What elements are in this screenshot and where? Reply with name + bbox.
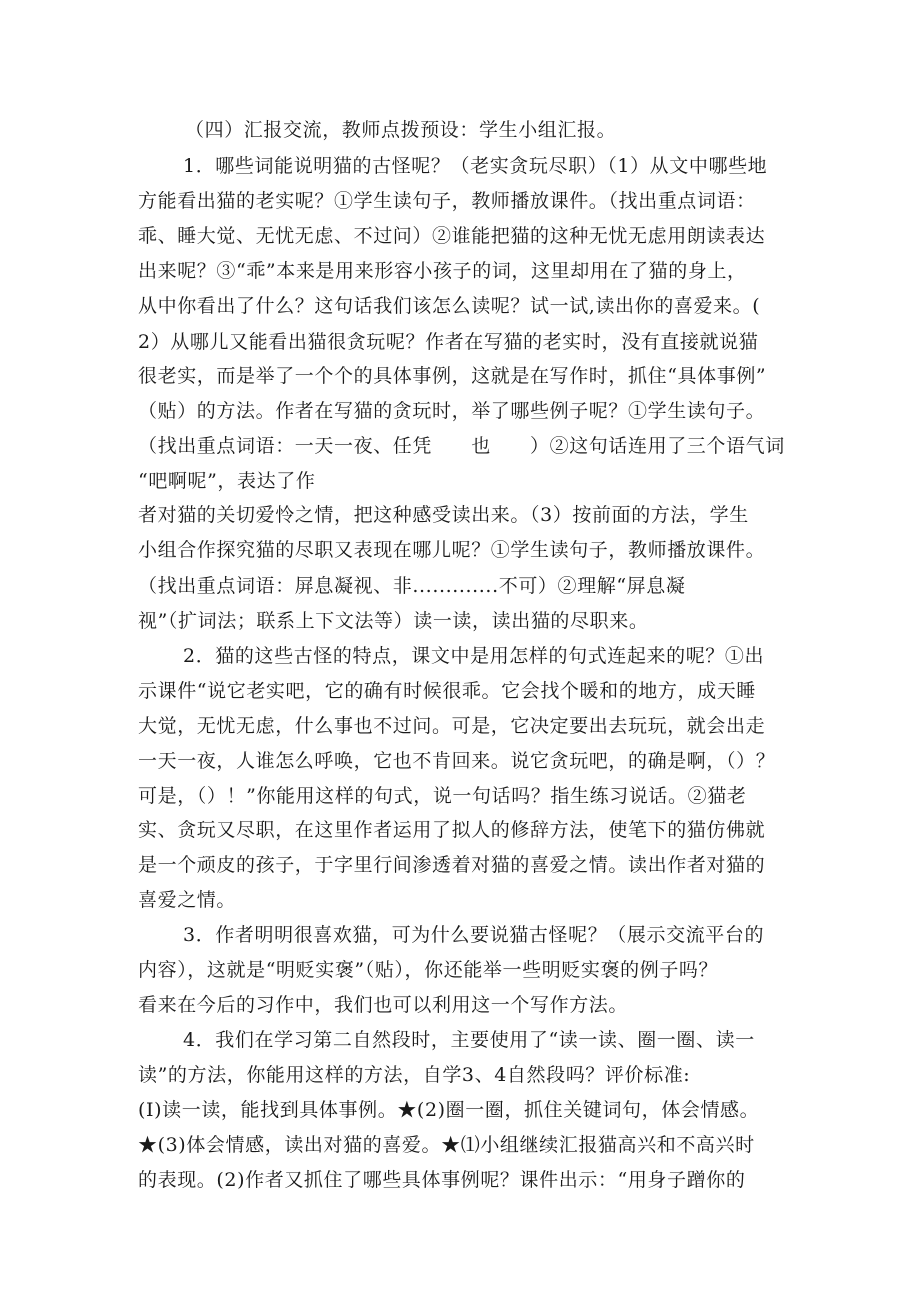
text-line: 从中你看出了什么？这句话我们该怎么读呢？试一试,读出你的喜爱来。( [138,295,761,317]
text-line: 的表现。(2)作者又抓住了哪些具体事例呢？课件出示：“用身子蹭你的 [138,1169,746,1191]
text-line: 看来在今后的习作中，我们也可以利用这一个写作方法。 [138,994,629,1016]
text-line: 喜爱之情。 [138,889,237,911]
text-line: 视”（扩词法；联系上下文法等）读一读，读出猫的尽职来。 [138,610,649,632]
text-line: （贴）的方法。作者在写猫的贪玩时，举了哪些例子呢？①学生读句子。 [138,400,766,422]
text-line: 乖、睡大觉、无忧无虑、不过问）②谁能把猫的这种无忧无虑用朗读表达 [138,225,766,247]
text-line: (I)读一读，能找到具体事例。★(2)圈一圈，抓住关键词句，体会情感。 [138,1099,760,1121]
text-line: 1．哪些词能说明猫的古怪呢？（老实贪玩尽职）（1）从文中哪些地 [183,155,768,177]
text-line: 2．猫的这些古怪的特点，课文中是用怎样的句式连起来的呢？①出 [183,645,765,667]
text-line: 是一个顽皮的孩子，于字里行间渗透着对猫的喜爱之情。读出作者对猫的 [138,854,766,876]
text-line: 读”的方法，你能用这样的方法，自学3、4自然段吗？评价标准: [138,1064,691,1086]
text-line: 内容），这就是“明贬实褒”（贴），你还能举一些明贬实褒的例子吗？ [138,959,719,981]
text-line: ★(3)体会情感，读出对猫的喜爱。★⑴小组继续汇报猫高兴和不高兴时 [138,1134,755,1156]
text-line: 3．作者明明很喜欢猫，可为什么要说猫古怪呢？（展示交流平台的 [183,924,765,946]
text-line: （四）汇报交流，教师点拨预设：学生小组汇报。 [185,119,617,141]
text-line: （找出重点词语：一天一夜、任凭 也 ）②这句话连用了三个语气词 [138,435,785,457]
text-line: “吧啊呢”，表达了作 [138,470,316,492]
text-line: 实、贪玩又尽职，在这里作者运用了拟人的修辞方法，使笔下的猫仿佛就 [138,819,766,841]
text-line: 2）从哪儿又能看出猫很贪玩呢？作者在写猫的老实时，没有直接就说猫 [138,331,759,353]
text-line: 者对猫的关切爱怜之情，把这种感受读出来。（3）按前面的方法，学生 [138,504,749,526]
text-line: 大觉，无忧无虑，什么事也不过问。可是，它决定要出去玩玩，就会出走 [138,715,766,737]
text-line: 出来呢？③“乖”本来是用来形容小孩子的词，这里却用在了猫的身上， [138,260,747,282]
text-line: 小组合作探究猫的尽职又表现在哪儿呢？①学生读句子，教师播放课件。 [138,539,766,561]
text-line: 示课件“说它老实吧，它的确有时候很乖。它会找个暖和的地方，成天睡 [138,680,756,702]
text-line: 很老实，而是举了一个个的具体事例，这就是在写作时，抓住“具体事例” [138,365,767,387]
text-line: 方能看出猫的老实呢？①学生读句子，教师播放课件。（找出重点词语： [138,190,756,212]
text-line: （找出重点词语：屏息凝视、非.............不可）②理解“屏息凝 [138,575,686,597]
text-line: 一天一夜，人谁怎么呼唤，它也不肯回来。说它贪玩吧，的确是啊，（）？ [138,750,776,772]
text-line: 4．我们在学习第二自然段时，主要使用了“读一读、圈一圈、读一 [183,1029,755,1051]
text-line: 可是，（）！”你能用这样的句式，说一句话吗？指生练习说话。②猫老 [138,785,747,807]
